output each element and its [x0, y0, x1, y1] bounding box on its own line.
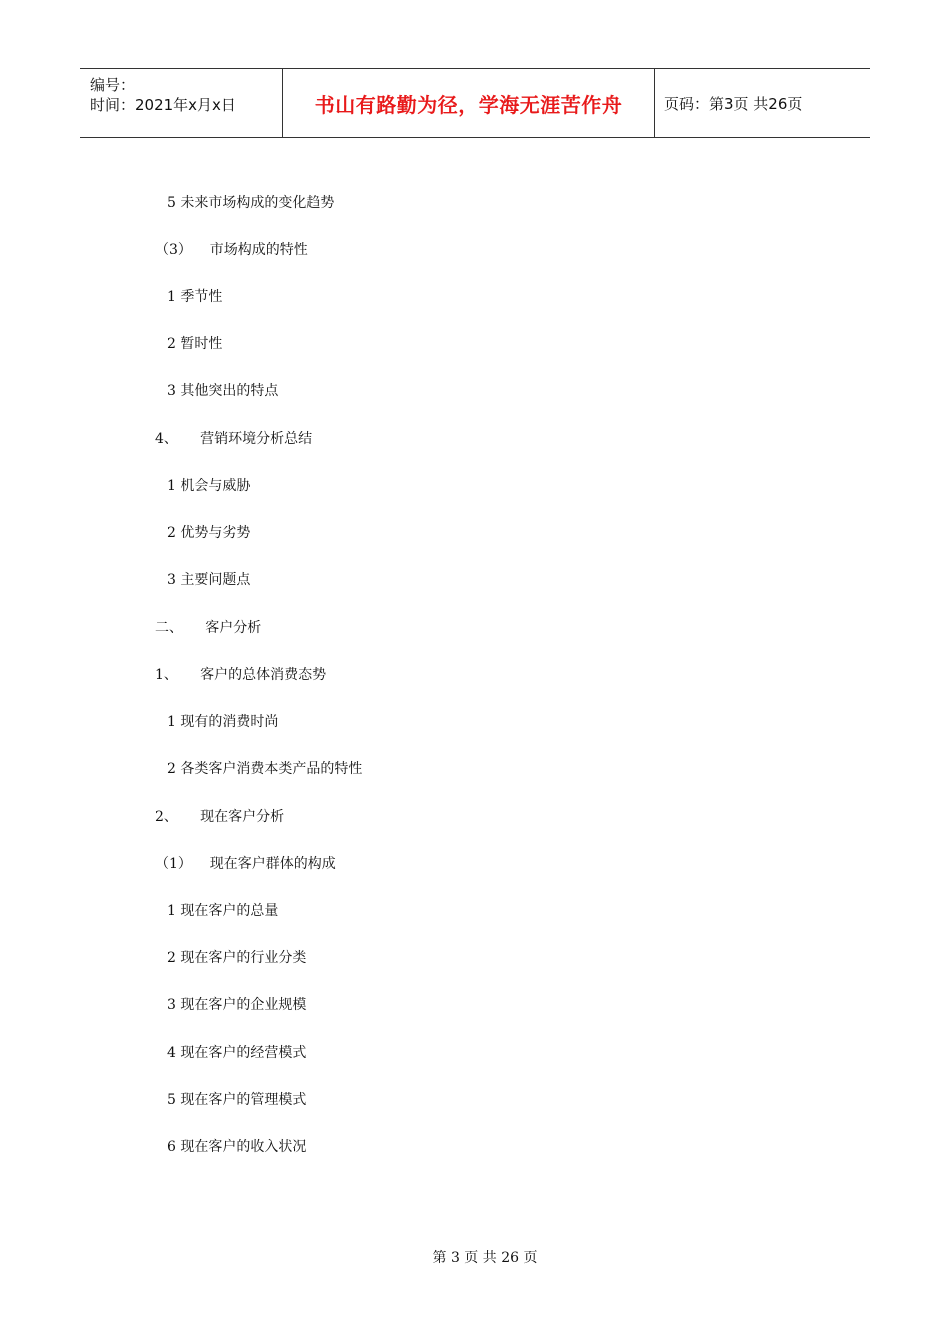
outline-item: 4 现在客户的经营模式: [167, 1045, 307, 1061]
outline-heading: （1） 现在客户群体的构成: [155, 856, 336, 872]
outline-heading: 2、 现在客户分析: [155, 809, 285, 825]
outline-heading: （3） 市场构成的特性: [155, 242, 308, 258]
outline-item: 1 现在客户的总量: [167, 903, 279, 919]
outline-item: 3 其他突出的特点: [167, 383, 279, 399]
document-header: [80, 68, 870, 138]
outline-item: 2 现在客户的行业分类: [167, 950, 307, 966]
header-page-number: 页码：第3页 共26页: [664, 94, 803, 113]
header-meta: [80, 69, 282, 137]
outline-item: 3 现在客户的企业规模: [167, 997, 307, 1013]
outline-item: 1 机会与威胁: [167, 478, 251, 494]
code-label: 编号：: [90, 76, 136, 94]
header-motto: 书山有路勤为径，学海无涯苦作舟: [282, 69, 655, 137]
outline-item: 6 现在客户的收入状况: [167, 1139, 307, 1155]
outline-item: 3 主要问题点: [167, 572, 251, 588]
outline-section: 二、 客户分析: [155, 620, 262, 636]
outline-item: 2 各类客户消费本类产品的特性: [167, 761, 363, 777]
outline-item: 2 暂时性: [167, 336, 223, 352]
outline-item: 5 未来市场构成的变化趋势: [167, 195, 335, 211]
outline-item: 1 季节性: [167, 289, 223, 305]
outline-item: 1 现有的消费时尚: [167, 714, 279, 730]
outline-item: 2 优势与劣势: [167, 525, 251, 541]
time-label: 时间：2021年x月x日: [90, 96, 236, 114]
page-footer: 第 3 页 共 26 页: [432, 1250, 538, 1266]
outline-heading: 1、 客户的总体消费态势: [155, 667, 327, 683]
outline-heading: 4、 营销环境分析总结: [155, 431, 313, 447]
outline-item: 5 现在客户的管理模式: [167, 1092, 307, 1108]
